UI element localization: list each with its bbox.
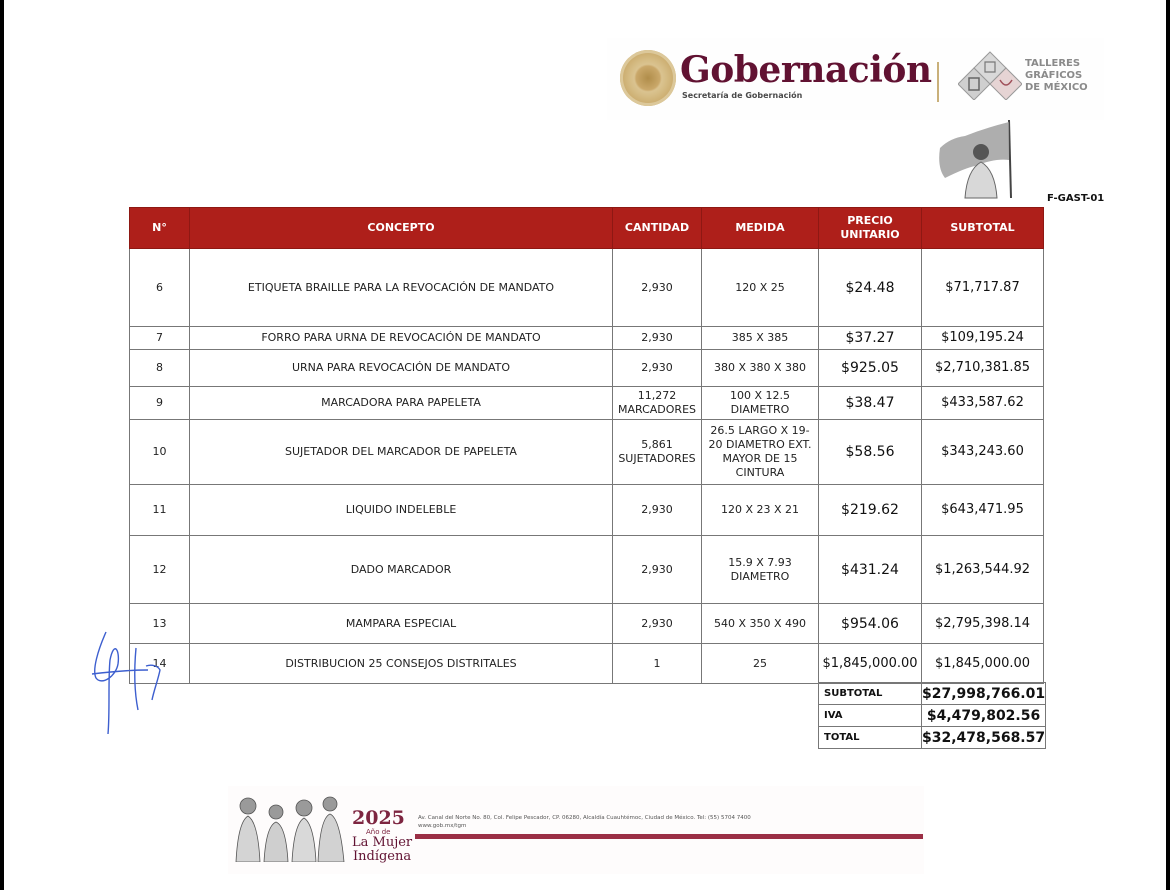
cell-subtotal: $1,263,544.92 [922, 536, 1044, 604]
cell-quantity: 2,930 [613, 604, 702, 644]
footer-website: www.gob.mx/tgm [418, 823, 467, 829]
talleres-graficos-logo-icon [958, 50, 1022, 100]
cell-subtotal: $2,710,381.85 [922, 350, 1044, 387]
table-row [130, 604, 1044, 644]
cell-number: 12 [130, 536, 190, 604]
cell-subtotal: $2,795,398.14 [922, 604, 1044, 644]
national-seal-icon [620, 50, 676, 106]
cell-quantity: 2,930 [613, 249, 702, 327]
cell-measure: 120 X 23 X 21 [702, 485, 819, 536]
table-row [130, 249, 1044, 327]
partner-name-line: GRÁFICOS [1025, 70, 1083, 81]
cell-measure-text: 100 X 12.5 DIAMETRO [729, 389, 791, 416]
col-header-unit-price [819, 208, 922, 249]
cell-number: 13 [130, 604, 190, 644]
cell-unit-price: $431.24 [819, 536, 922, 604]
table-row [130, 644, 1044, 684]
cell-quantity-text: 5,861 SUJETADORES [618, 438, 696, 465]
totals-row-total [819, 727, 1046, 749]
cell-subtotal: $343,243.60 [922, 420, 1044, 485]
subtotal-value: $27,998,766.01 [922, 683, 1046, 705]
cell-quantity: 2,930 [613, 536, 702, 604]
cell-unit-price: $219.62 [819, 485, 922, 536]
partner-name-line: DE MÉXICO [1025, 82, 1088, 93]
cell-measure: 380 X 380 X 380 [702, 350, 819, 387]
footer-year-of: Año de [366, 828, 391, 836]
footer-contact [418, 814, 751, 830]
table-row [130, 420, 1044, 485]
indigenous-women-illustration-icon [232, 792, 350, 862]
cell-number: 11 [130, 485, 190, 536]
cell-quantity-text: 11,272 MARCADORES [617, 389, 697, 416]
cell-unit-price: $37.27 [819, 327, 922, 350]
cell-number: 7 [130, 327, 190, 350]
cell-subtotal: $71,717.87 [922, 249, 1044, 327]
partner-name-line: TALLERES [1025, 58, 1081, 69]
cell-number: 14 [130, 644, 190, 684]
heroine-with-flag-illustration-icon [935, 118, 1017, 200]
col-header-number: N° [130, 208, 190, 249]
concept-table [129, 207, 1044, 684]
cell-number: 10 [130, 420, 190, 485]
cell-measure [702, 387, 819, 420]
cell-number: 6 [130, 249, 190, 327]
footer-year: 2025 [352, 807, 405, 829]
agency-subtitle: Secretaría de Gobernación [682, 91, 803, 100]
cell-quantity: 1 [613, 644, 702, 684]
table-row [130, 536, 1044, 604]
cell-measure: 25 [702, 644, 819, 684]
col-header-subtotal: SUBTOTAL [922, 208, 1044, 249]
cell-unit-price: $954.06 [819, 604, 922, 644]
cell-unit-price: $1,845,000.00 [819, 644, 922, 684]
table-row [130, 485, 1044, 536]
partner-name [1025, 58, 1088, 94]
cell-measure: 120 X 25 [702, 249, 819, 327]
cell-concept: MAMPARA ESPECIAL [190, 604, 613, 644]
cell-number: 8 [130, 350, 190, 387]
footer-motto-line2: Indígena [353, 849, 412, 864]
cell-unit-price: $38.47 [819, 387, 922, 420]
col-header-measure: MEDIDA [702, 208, 819, 249]
cell-unit-price: $925.05 [819, 350, 922, 387]
totals-table [818, 682, 1046, 749]
cell-quantity: 2,930 [613, 350, 702, 387]
col-header-concept: CONCEPTO [190, 208, 613, 249]
total-label: TOTAL [819, 727, 922, 749]
cell-subtotal: $109,195.24 [922, 327, 1044, 350]
footer-address: Av. Canal del Norte No. 80, Col. Felipe Pescador, CP. 06280, Alcaldía Cuauhtémoc, Ciudad de México. Tel: (55) 5704 7400 [418, 815, 751, 821]
cell-measure [702, 536, 819, 604]
cell-subtotal: $433,587.62 [922, 387, 1044, 420]
footer-motto-line1: La Mujer [352, 835, 413, 850]
cell-measure-text: 15.9 X 7.93 DIAMETRO [728, 555, 792, 583]
cell-quantity: 2,930 [613, 485, 702, 536]
cell-subtotal: $1,845,000.00 [922, 644, 1044, 684]
table-row [130, 327, 1044, 350]
table-header-row [130, 208, 1044, 249]
cell-quantity: 2,930 [613, 327, 702, 350]
form-code: F-GAST-01 [1047, 193, 1105, 204]
cell-subtotal: $643,471.95 [922, 485, 1044, 536]
cell-concept: URNA PARA REVOCACIÓN DE MANDATO [190, 350, 613, 387]
cell-concept: DADO MARCADOR [190, 536, 613, 604]
cell-number: 9 [130, 387, 190, 420]
agency-name: Gobernación [680, 49, 932, 91]
table-row [130, 387, 1044, 420]
cell-unit-price: $58.56 [819, 420, 922, 485]
cell-measure-text: 26.5 LARGO X 19-20 DIAMETRO EXT. MAYOR DE 15 CINTURA [708, 424, 812, 479]
iva-label: IVA [819, 705, 922, 727]
handwritten-signature-icon [88, 630, 168, 740]
table-row [130, 350, 1044, 387]
cell-concept: SUJETADOR DEL MARCADOR DE PAPELETA [190, 420, 613, 485]
cell-concept: ETIQUETA BRAILLE PARA LA REVOCACIÓN DE MANDATO [190, 249, 613, 327]
col-header-quantity: CANTIDAD [613, 208, 702, 249]
col-header-unit-price-label: PRECIO UNITARIO [840, 214, 900, 241]
footer-accent-bar [415, 834, 923, 839]
cell-concept: FORRO PARA URNA DE REVOCACIÓN DE MANDATO [190, 327, 613, 350]
totals-row-subtotal [819, 683, 1046, 705]
cell-quantity [613, 387, 702, 420]
cell-unit-price: $24.48 [819, 249, 922, 327]
totals-row-iva [819, 705, 1046, 727]
subtotal-label: SUBTOTAL [819, 683, 922, 705]
cell-measure: 540 X 350 X 490 [702, 604, 819, 644]
cell-quantity [613, 420, 702, 485]
cell-concept: MARCADORA PARA PAPELETA [190, 387, 613, 420]
cell-measure [702, 420, 819, 485]
cell-concept: LIQUIDO INDELEBLE [190, 485, 613, 536]
cell-concept: DISTRIBUCION 25 CONSEJOS DISTRITALES [190, 644, 613, 684]
iva-value: $4,479,802.56 [922, 705, 1046, 727]
cell-measure: 385 X 385 [702, 327, 819, 350]
header-divider [937, 62, 939, 102]
total-value: $32,478,568.57 [922, 727, 1046, 749]
